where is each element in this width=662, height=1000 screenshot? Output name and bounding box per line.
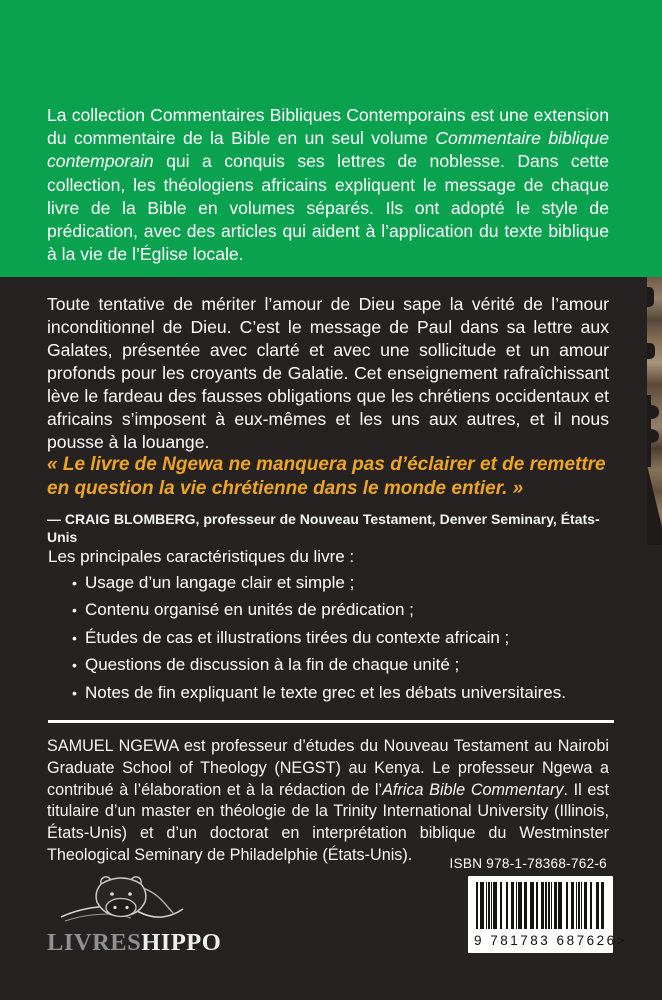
series-blurb-paragraph <box>47 104 609 266</box>
series-blurb-text-2: qui a conquis ses lettres de noblesse. Dans cette collection, les théologiens africains expliquent le message de chaque livre de la Bible en volumes séparés. Ils ont adopté le style de prédication, avec des articles qui aident à l’application du texte biblique à la vie de l’Église locale. <box>47 151 609 265</box>
publisher-wordmark <box>47 929 221 957</box>
endorsement-attribution: — CRAIG BLOMBERG, professeur de Nouveau Testament, Denver Seminary, États-Unis <box>47 511 600 545</box>
feature-item <box>48 629 610 648</box>
author-name: SAMUEL NGEWA <box>47 737 179 755</box>
features-list <box>48 574 610 711</box>
barcode-digits <box>474 933 625 948</box>
publisher-wordmark-hippo: HIPPO <box>141 929 222 956</box>
barcode-bars-icon <box>476 882 605 929</box>
author-bio-text-2: . Il est titulaire d’un master en théologie de la Trinity International University (Illinois, États-Unis) et d’un doctorat en interprétation biblique du Westminster Theological Seminary de Philadelphie (États-Unis). <box>47 780 609 864</box>
bullet-icon: • <box>72 657 77 674</box>
book-summary-paragraph: Toute tentative de mériter l’amour de Dieu sape la vérité de l’amour inconditionnel de Dieu. C’est le message de Paul dans sa lettre aux Galates, présentée avec clarté et avec une sollicitude et un amour profonds pour les croyants de Galatie. Cet enseignement rafraîchissant lève le fardeau des fausses obligations que les chrétiens occidentaux et africains s’imposent à eux-mêmes et les uns aux autres, et il nous pousse à la louange. <box>47 294 609 452</box>
series-title-italic: Commentaire biblique contemporain <box>47 128 609 172</box>
author-bio-text: est professeur d’études du Nouveau Testament au Nairobi Graduate School of Theology (NEGST) au Kenya. Le professeur Ngewa a contribué à l’élaboration et à la rédaction de l’ <box>47 737 609 799</box>
feature-item-label: Questions de discussion à la fin de chaque unité ; <box>85 655 460 675</box>
barcode-arrow: > <box>616 933 625 948</box>
feature-item <box>48 574 610 593</box>
endorsement-quote: « Le livre de Ngewa ne manquera pas d’éclairer et de remettre en question la vie chrétienne dans le monde entier. » <box>47 454 606 500</box>
publisher-wordmark-livres: LIVRES <box>47 929 142 956</box>
hippo-logo-icon <box>59 872 185 928</box>
feature-item <box>48 656 610 675</box>
bullet-icon: • <box>72 629 77 646</box>
author-bio-paragraph <box>47 736 609 867</box>
divider-rule <box>48 720 614 723</box>
barcode-number: 9 781783 687626 <box>474 933 617 948</box>
book-title-italic: Africa Bible Commentary <box>382 780 564 799</box>
cover-wrap-photo-strip <box>647 277 662 545</box>
feature-item-label: Usage d’un langage clair et simple ; <box>85 573 355 592</box>
series-blurb-text: La collection Commentaires Bibliques Contemporains est une extension du commentaire de la Bible en un seul volume <box>47 105 609 149</box>
feature-item <box>48 601 610 620</box>
feature-item-label: Notes de fin expliquant le texte grec et les débats universitaires. <box>85 682 566 702</box>
isbn-label: ISBN 978-1-78368-762-6 <box>449 856 607 871</box>
feature-item-label: Contenu organisé en unités de prédication ; <box>85 600 414 620</box>
bullet-icon: • <box>72 684 77 701</box>
feature-item-label: Études de cas et illustrations tirées du contexte africain ; <box>85 627 510 647</box>
features-heading: Les principales caractéristiques du livre : <box>48 547 355 566</box>
feature-item <box>48 684 610 703</box>
bullet-icon: • <box>72 575 77 591</box>
barcode <box>468 876 625 953</box>
bullet-icon: • <box>72 602 77 619</box>
publisher-logo <box>45 872 222 957</box>
